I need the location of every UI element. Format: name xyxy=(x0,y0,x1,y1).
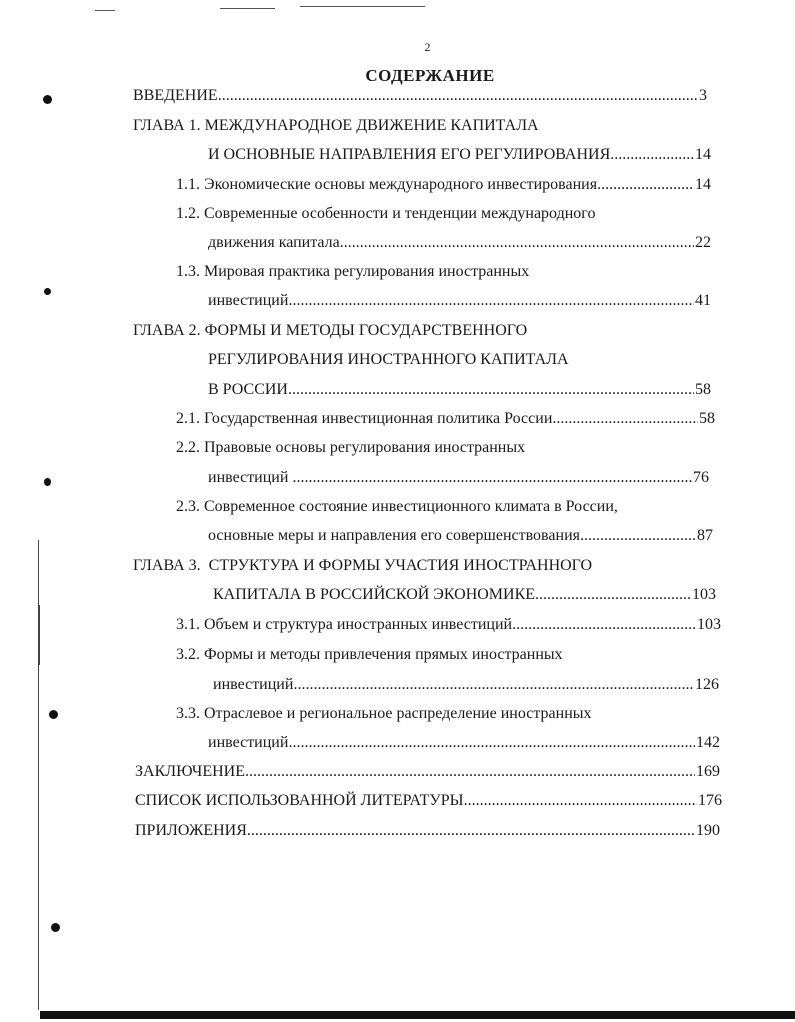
binding-hole xyxy=(43,95,52,104)
toc-entry-page: 58 xyxy=(695,381,711,398)
toc-entry-chapter-2[interactable] xyxy=(208,380,711,400)
toc-entry-chapter-1[interactable] xyxy=(208,145,711,165)
dot-leader xyxy=(340,233,694,253)
toc-entry-text: инвестиций xyxy=(208,469,293,486)
section-2-3-title: 2.3. Современное состояние инвестиционного климата в России, xyxy=(176,498,618,515)
toc-entry-page: 176 xyxy=(698,792,722,809)
toc-entry-text: 1.1. Экономические основы международного инвестирования xyxy=(176,176,598,193)
binding-hole xyxy=(49,710,58,719)
section-3-3-title: 3.3. Отраслевое и региональное распределение иностранных xyxy=(176,705,592,722)
toc-entry-text: ВВЕДЕНИЕ xyxy=(133,87,218,104)
left-edge-mark xyxy=(38,605,40,665)
toc-entry-text: инвестиций xyxy=(208,292,289,309)
scan-artifact-top-right xyxy=(300,6,425,7)
dot-leader xyxy=(292,468,692,488)
toc-entry-text: ЗАКЛЮЧЕНИЕ xyxy=(135,763,245,780)
toc-entry-3-2[interactable] xyxy=(213,675,719,695)
toc-entry-page: 14 xyxy=(695,146,711,163)
dot-leader xyxy=(218,86,698,106)
page-number: 2 xyxy=(424,40,431,54)
toc-entry-conclusion[interactable] xyxy=(135,762,720,782)
toc-entry-page: 41 xyxy=(695,292,711,309)
section-3-2-title: 3.2. Формы и методы привлечения прямых иностранных xyxy=(176,646,563,663)
toc-entry-page: 190 xyxy=(696,822,720,839)
dot-leader xyxy=(512,615,696,635)
toc-entry-text: КАПИТАЛА В РОССИЙСКОЙ ЭКОНОМИКЕ xyxy=(213,586,536,603)
section-1-3-title: 1.3. Мировая практика регулирования иностранных xyxy=(176,263,530,280)
toc-entry-page: 3 xyxy=(699,87,707,104)
dot-leader xyxy=(580,526,696,546)
section-1-2-title: 1.2. Современные особенности и тенденции международного xyxy=(176,205,596,222)
chapter-1-title: ГЛАВА 1. МЕЖДУНАРОДНОЕ ДВИЖЕНИЕ КАПИТАЛА xyxy=(133,117,539,134)
scan-bottom-edge xyxy=(40,1011,795,1019)
toc-entry-intro[interactable] xyxy=(133,86,707,106)
toc-entry-3-3[interactable] xyxy=(208,733,720,753)
dot-leader xyxy=(247,821,695,841)
dot-leader xyxy=(597,175,694,195)
toc-entry-page: 142 xyxy=(696,734,720,751)
toc-entry-appendix[interactable] xyxy=(135,821,720,841)
toc-entry-chapter-3[interactable] xyxy=(213,585,716,605)
chapter-2-title: ГЛАВА 2. ФОРМЫ И МЕТОДЫ ГОСУДАРСТВЕННОГО xyxy=(133,322,528,339)
toc-entry-page: 126 xyxy=(695,676,719,693)
toc-entry-page: 22 xyxy=(695,234,711,251)
toc-entry-2-1[interactable] xyxy=(176,409,715,429)
chapter-2-title-cont: РЕГУЛИРОВАНИЯ ИНОСТРАННОГО КАПИТАЛА xyxy=(208,351,569,368)
chapter-3-title: ГЛАВА 3. СТРУКТУРА И ФОРМЫ УЧАСТИЯ ИНОСТРАННОГО xyxy=(133,557,593,574)
dot-leader xyxy=(552,409,698,429)
toc-entry-2-2[interactable] xyxy=(208,468,709,488)
section-2-2-title: 2.2. Правовые основы регулирования иностранных xyxy=(176,439,526,456)
scan-artifact-top-mid xyxy=(220,8,275,9)
toc-entry-text: движения капитала xyxy=(208,234,340,251)
toc-entry-page: 169 xyxy=(696,763,720,780)
toc-entry-page: 14 xyxy=(695,176,711,193)
toc-entry-text: И ОСНОВНЫЕ НАПРАВЛЕНИЯ ЕГО РЕГУЛИРОВАНИЯ xyxy=(208,146,611,163)
dot-leader xyxy=(293,675,694,695)
toc-entry-text: 2.1. Государственная инвестиционная политика России xyxy=(176,410,553,427)
toc-entry-text: инвестиций xyxy=(213,676,294,693)
toc-entry-3-1[interactable] xyxy=(176,615,721,635)
toc-entry-1-2[interactable] xyxy=(208,233,711,253)
toc-entry-1-1[interactable] xyxy=(176,175,711,195)
scan-artifact-top-left xyxy=(95,10,115,11)
toc-entry-text: СПИСОК ИСПОЛЬЗОВАННОЙ ЛИТЕРАТУРЫ xyxy=(135,792,464,809)
toc-entry-text: основные меры и направления его совершенствования xyxy=(208,527,580,544)
toc-entry-page: 87 xyxy=(697,527,713,544)
toc-entry-text: В РОССИИ xyxy=(208,381,288,398)
page-title: СОДЕРЖАНИЕ xyxy=(365,66,495,85)
dot-leader xyxy=(535,585,691,605)
binding-hole xyxy=(44,288,51,295)
toc-entry-references[interactable] xyxy=(135,791,722,811)
dot-leader xyxy=(464,791,697,811)
dot-leader xyxy=(288,291,694,311)
toc-entry-page: 103 xyxy=(697,616,721,633)
toc-entry-text: ПРИЛОЖЕНИЯ xyxy=(135,822,247,839)
dot-leader xyxy=(610,145,694,165)
toc-entry-text: 3.1. Объем и структура иностранных инвестиций xyxy=(176,616,513,633)
dot-leader xyxy=(288,380,694,400)
dot-leader xyxy=(288,733,695,753)
toc-entry-1-3[interactable] xyxy=(208,291,711,311)
toc-entry-page: 58 xyxy=(699,410,715,427)
dot-leader xyxy=(245,762,695,782)
toc-entry-2-3[interactable] xyxy=(208,526,713,546)
binding-hole xyxy=(44,478,51,486)
toc-entry-page: 103 xyxy=(692,586,716,603)
toc-entry-text: инвестиций xyxy=(208,734,289,751)
binding-hole xyxy=(51,923,60,932)
toc-entry-page: 76 xyxy=(693,469,709,486)
